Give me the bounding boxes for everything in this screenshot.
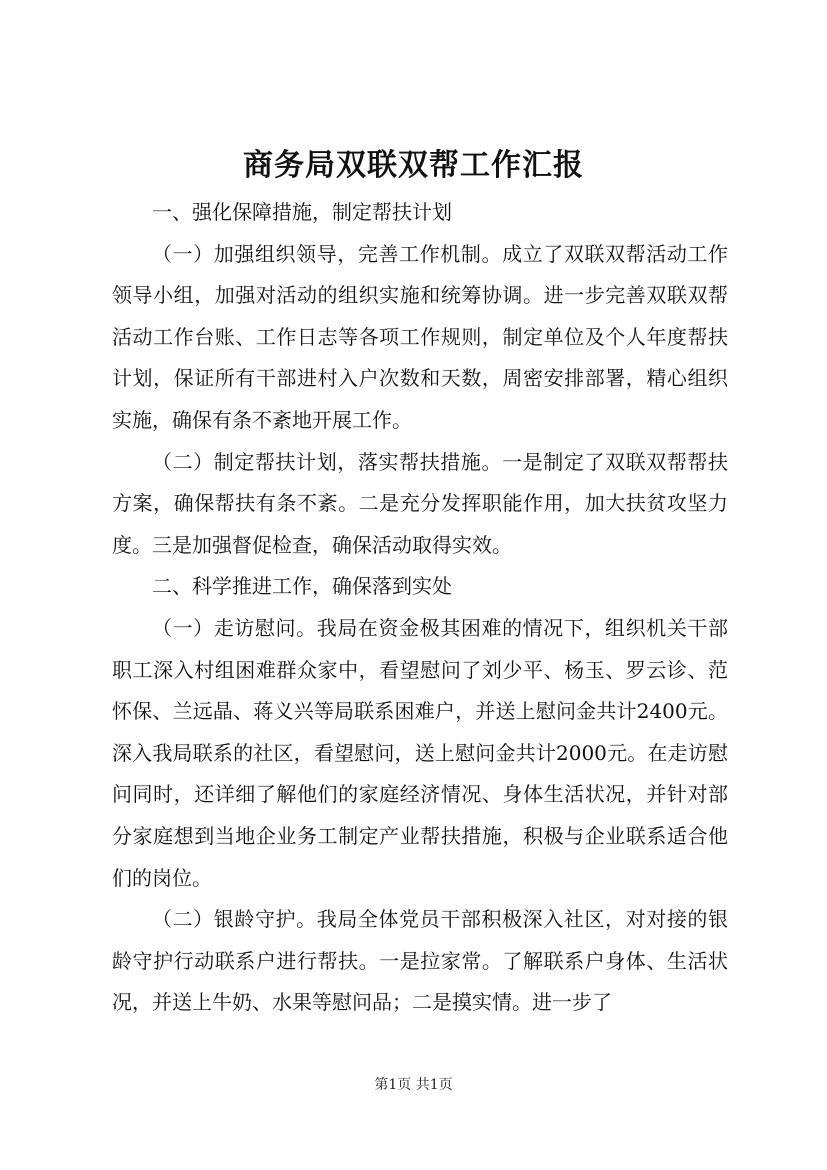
paragraph-3: （一）走访慰问。我局在资金极其困难的情况下，组织机关干部职工深入村组困难群众家中，看望慰问了刘少平、杨玉、罗云诊、范怀保、兰远晶、蒋义兴等局联系困难户，并送上慰问金共计2400元。深入我局联系的社区，看望慰问，送上慰问金共计2000元。在走访慰问同时，还详细了解他们的家庭经济情况、身体生活状况，并针对部分家庭想到当地企业务工制定产业帮扶措施，积极与企业联系适合他们的岗位。	[112, 615, 728, 890]
section-heading-1: 一、强化保障措施，制定帮扶计划	[152, 200, 452, 224]
paragraph-4: （二）银龄守护。我局全体党员干部积极深入社区，对对接的银龄守护行动联系户进行帮扶。一是拉家常。了解联系户身体、生活状况，并送上牛奶、水果等慰问品；二是摸实情。进一步了	[112, 907, 728, 1015]
paragraph-2: （二）制定帮扶计划，落实帮扶措施。一是制定了双联双帮帮扶方案，确保帮扶有条不紊。二是充分发挥职能作用，加大扶贫攻坚力度。三是加强督促检查，确保活动取得实效。	[112, 449, 728, 557]
document-title: 商务局双联双帮工作汇报	[243, 148, 584, 183]
document-body	[112, 192, 728, 1024]
section-heading-2: 二、科学推进工作，确保落到实处	[152, 574, 452, 599]
page-footer: 第1页 共1页	[374, 1077, 453, 1093]
paragraph-1: （一）加强组织领导，完善工作机制。成立了双联双帮活动工作领导小组，加强对活动的组织实施和统筹协调。进一步完善双联双帮活动工作台账、工作日志等各项工作规则，制定单位及个人年度帮扶计划，保证所有干部进村入户次数和天数，周密安排部署，精心组织实施，确保有条不紊地开展工作。	[112, 241, 728, 432]
